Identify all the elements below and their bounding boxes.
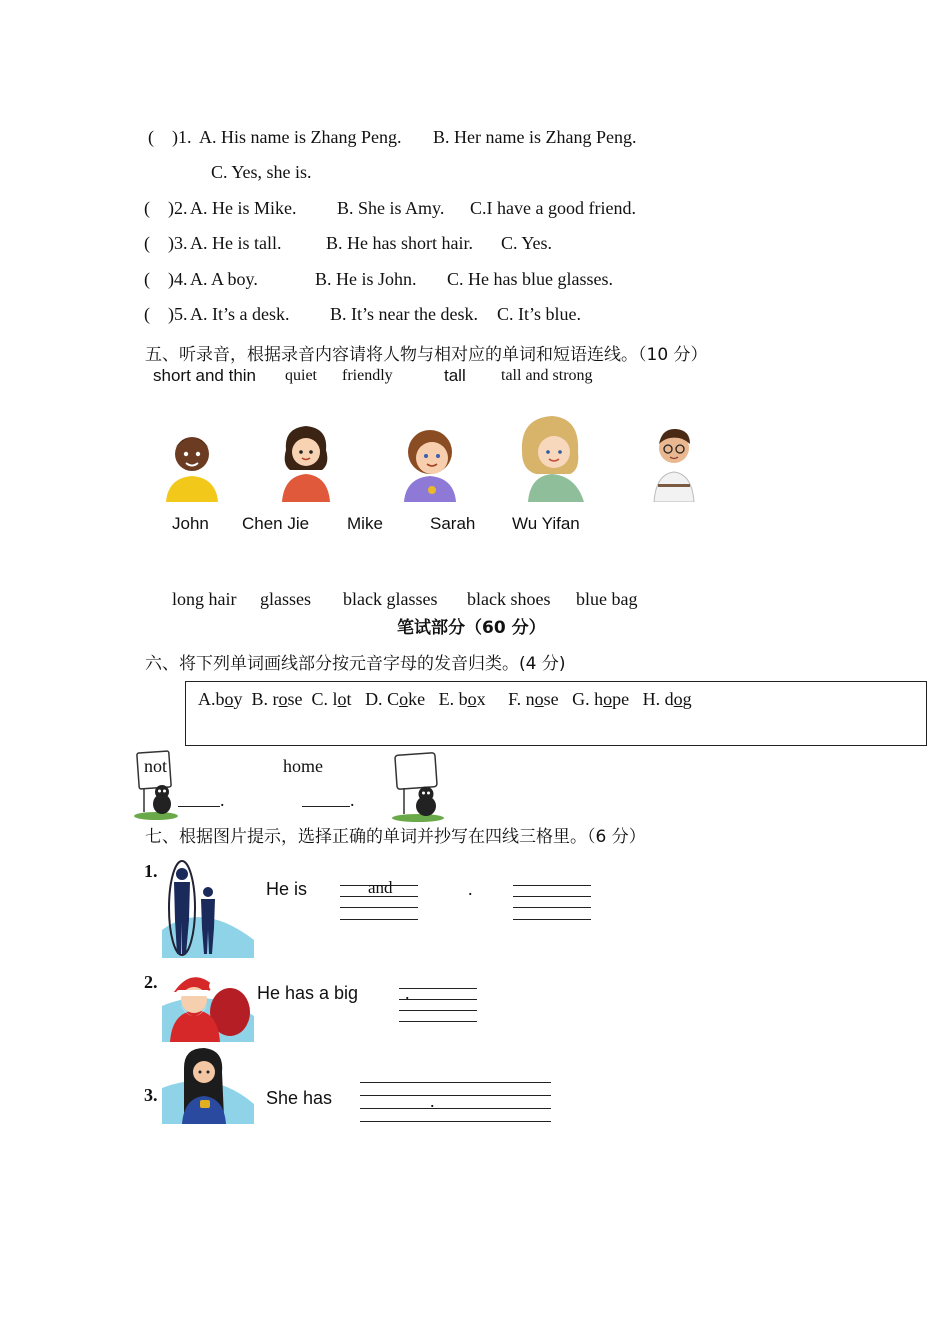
- item2-number: 2.: [144, 972, 158, 992]
- bottom-word-3: black glasses: [343, 589, 438, 609]
- option-b: B. rose: [251, 689, 303, 709]
- q4-option-c: C. He has blue glasses.: [447, 269, 613, 289]
- q2-option-c: C.I have a good friend.: [470, 198, 636, 218]
- item1-dot: .: [468, 879, 473, 899]
- option-a: A.boy: [198, 689, 243, 709]
- word-options-row: [198, 689, 692, 710]
- item1-and: and: [368, 878, 393, 897]
- q1-option-a: A. His name is Zhang Peng.: [199, 127, 402, 147]
- option-f: F. nose: [508, 689, 559, 709]
- answer-blank-2: [302, 806, 350, 807]
- q5-option-b: B. It’s near the desk.: [330, 304, 478, 324]
- santa-picture: [162, 966, 254, 1042]
- top-word-1: short and thin: [153, 366, 257, 385]
- mike-figure: [396, 418, 464, 502]
- long-hair-girl-picture: [162, 1048, 254, 1124]
- item1-text: He is: [266, 879, 308, 899]
- bottom-word-1: long hair: [172, 589, 237, 609]
- sign-word-not: not: [144, 756, 168, 776]
- sarah-figure: [514, 412, 592, 502]
- tall-short-silhouettes-picture: [162, 860, 254, 958]
- top-word-3: friendly: [342, 367, 393, 384]
- section5-title: 五、听录音，根据录音内容请将人物与相对应的单词和短语连线。（10 分）: [145, 345, 708, 365]
- item2-dot: .: [405, 983, 410, 1003]
- section6-title: 六、将下列单词画线部分按元音字母的发音归类。(4 分): [145, 654, 566, 674]
- written-part-title: 笔试部分（60 分）: [397, 618, 546, 638]
- top-word-5: tall and strong: [501, 367, 593, 384]
- q2-option-a: A. He is Mike.: [190, 198, 297, 218]
- q1-option-b: B. Her name is Zhang Peng.: [433, 127, 637, 147]
- sign-word-home: home: [283, 756, 323, 776]
- option-d: D. Coke: [365, 689, 426, 709]
- section7-title: 七、根据图片提示，选择正确的单词并抄写在四线三格里。（6 分）: [145, 827, 646, 847]
- wu-yifan-figure: [648, 424, 700, 502]
- top-word-4: tall: [444, 366, 466, 385]
- q3-option-b: B. He has short hair.: [326, 233, 473, 253]
- q4-number: ( )4.: [144, 269, 188, 289]
- q2-option-b: B. She is Amy.: [337, 198, 445, 218]
- name-chen-jie: Chen Jie: [242, 514, 310, 533]
- blank-dot-2: .: [350, 790, 355, 810]
- q2-number: ( )2.: [144, 198, 188, 218]
- q5-option-c: C. It’s blue.: [497, 304, 581, 324]
- item1-number: 1.: [144, 861, 158, 881]
- q1-number: ( )1.: [148, 127, 192, 147]
- answer-blank-1: [178, 806, 220, 807]
- item3-dot: .: [430, 1091, 435, 1111]
- name-john: John: [172, 514, 209, 533]
- bottom-word-2: glasses: [260, 589, 311, 609]
- q4-option-a: A. A boy.: [190, 269, 258, 289]
- chen-jie-figure: [272, 420, 340, 502]
- item2-text: He has a big: [257, 983, 359, 1003]
- option-g: G. hope: [572, 689, 630, 709]
- name-mike: Mike: [347, 514, 383, 533]
- top-word-2: quiet: [285, 367, 317, 384]
- q3-option-c: C. Yes.: [501, 233, 553, 253]
- blank-dot-1: .: [220, 790, 225, 810]
- q5-number: ( )5.: [144, 304, 188, 324]
- q5-option-a: A. It’s a desk.: [190, 304, 290, 324]
- q1-option-c: C. Yes, she is.: [211, 162, 312, 182]
- bottom-word-5: blue bag: [576, 589, 638, 609]
- q3-option-a: A. He is tall.: [190, 233, 282, 253]
- item3-text: She has: [266, 1088, 333, 1108]
- item3-number: 3.: [144, 1085, 158, 1105]
- name-sarah: Sarah: [430, 514, 476, 533]
- bottom-word-4: black shoes: [467, 589, 551, 609]
- option-c: C. lot: [311, 689, 352, 709]
- name-wu-yifan: Wu Yifan: [512, 514, 580, 533]
- option-h: H. dog: [642, 689, 692, 709]
- cat-sign-figure-2: [386, 752, 452, 824]
- option-e: E. box: [438, 689, 486, 709]
- q3-number: ( )3.: [144, 233, 188, 253]
- q4-option-b: B. He is John.: [315, 269, 417, 289]
- john-figure: [160, 428, 224, 502]
